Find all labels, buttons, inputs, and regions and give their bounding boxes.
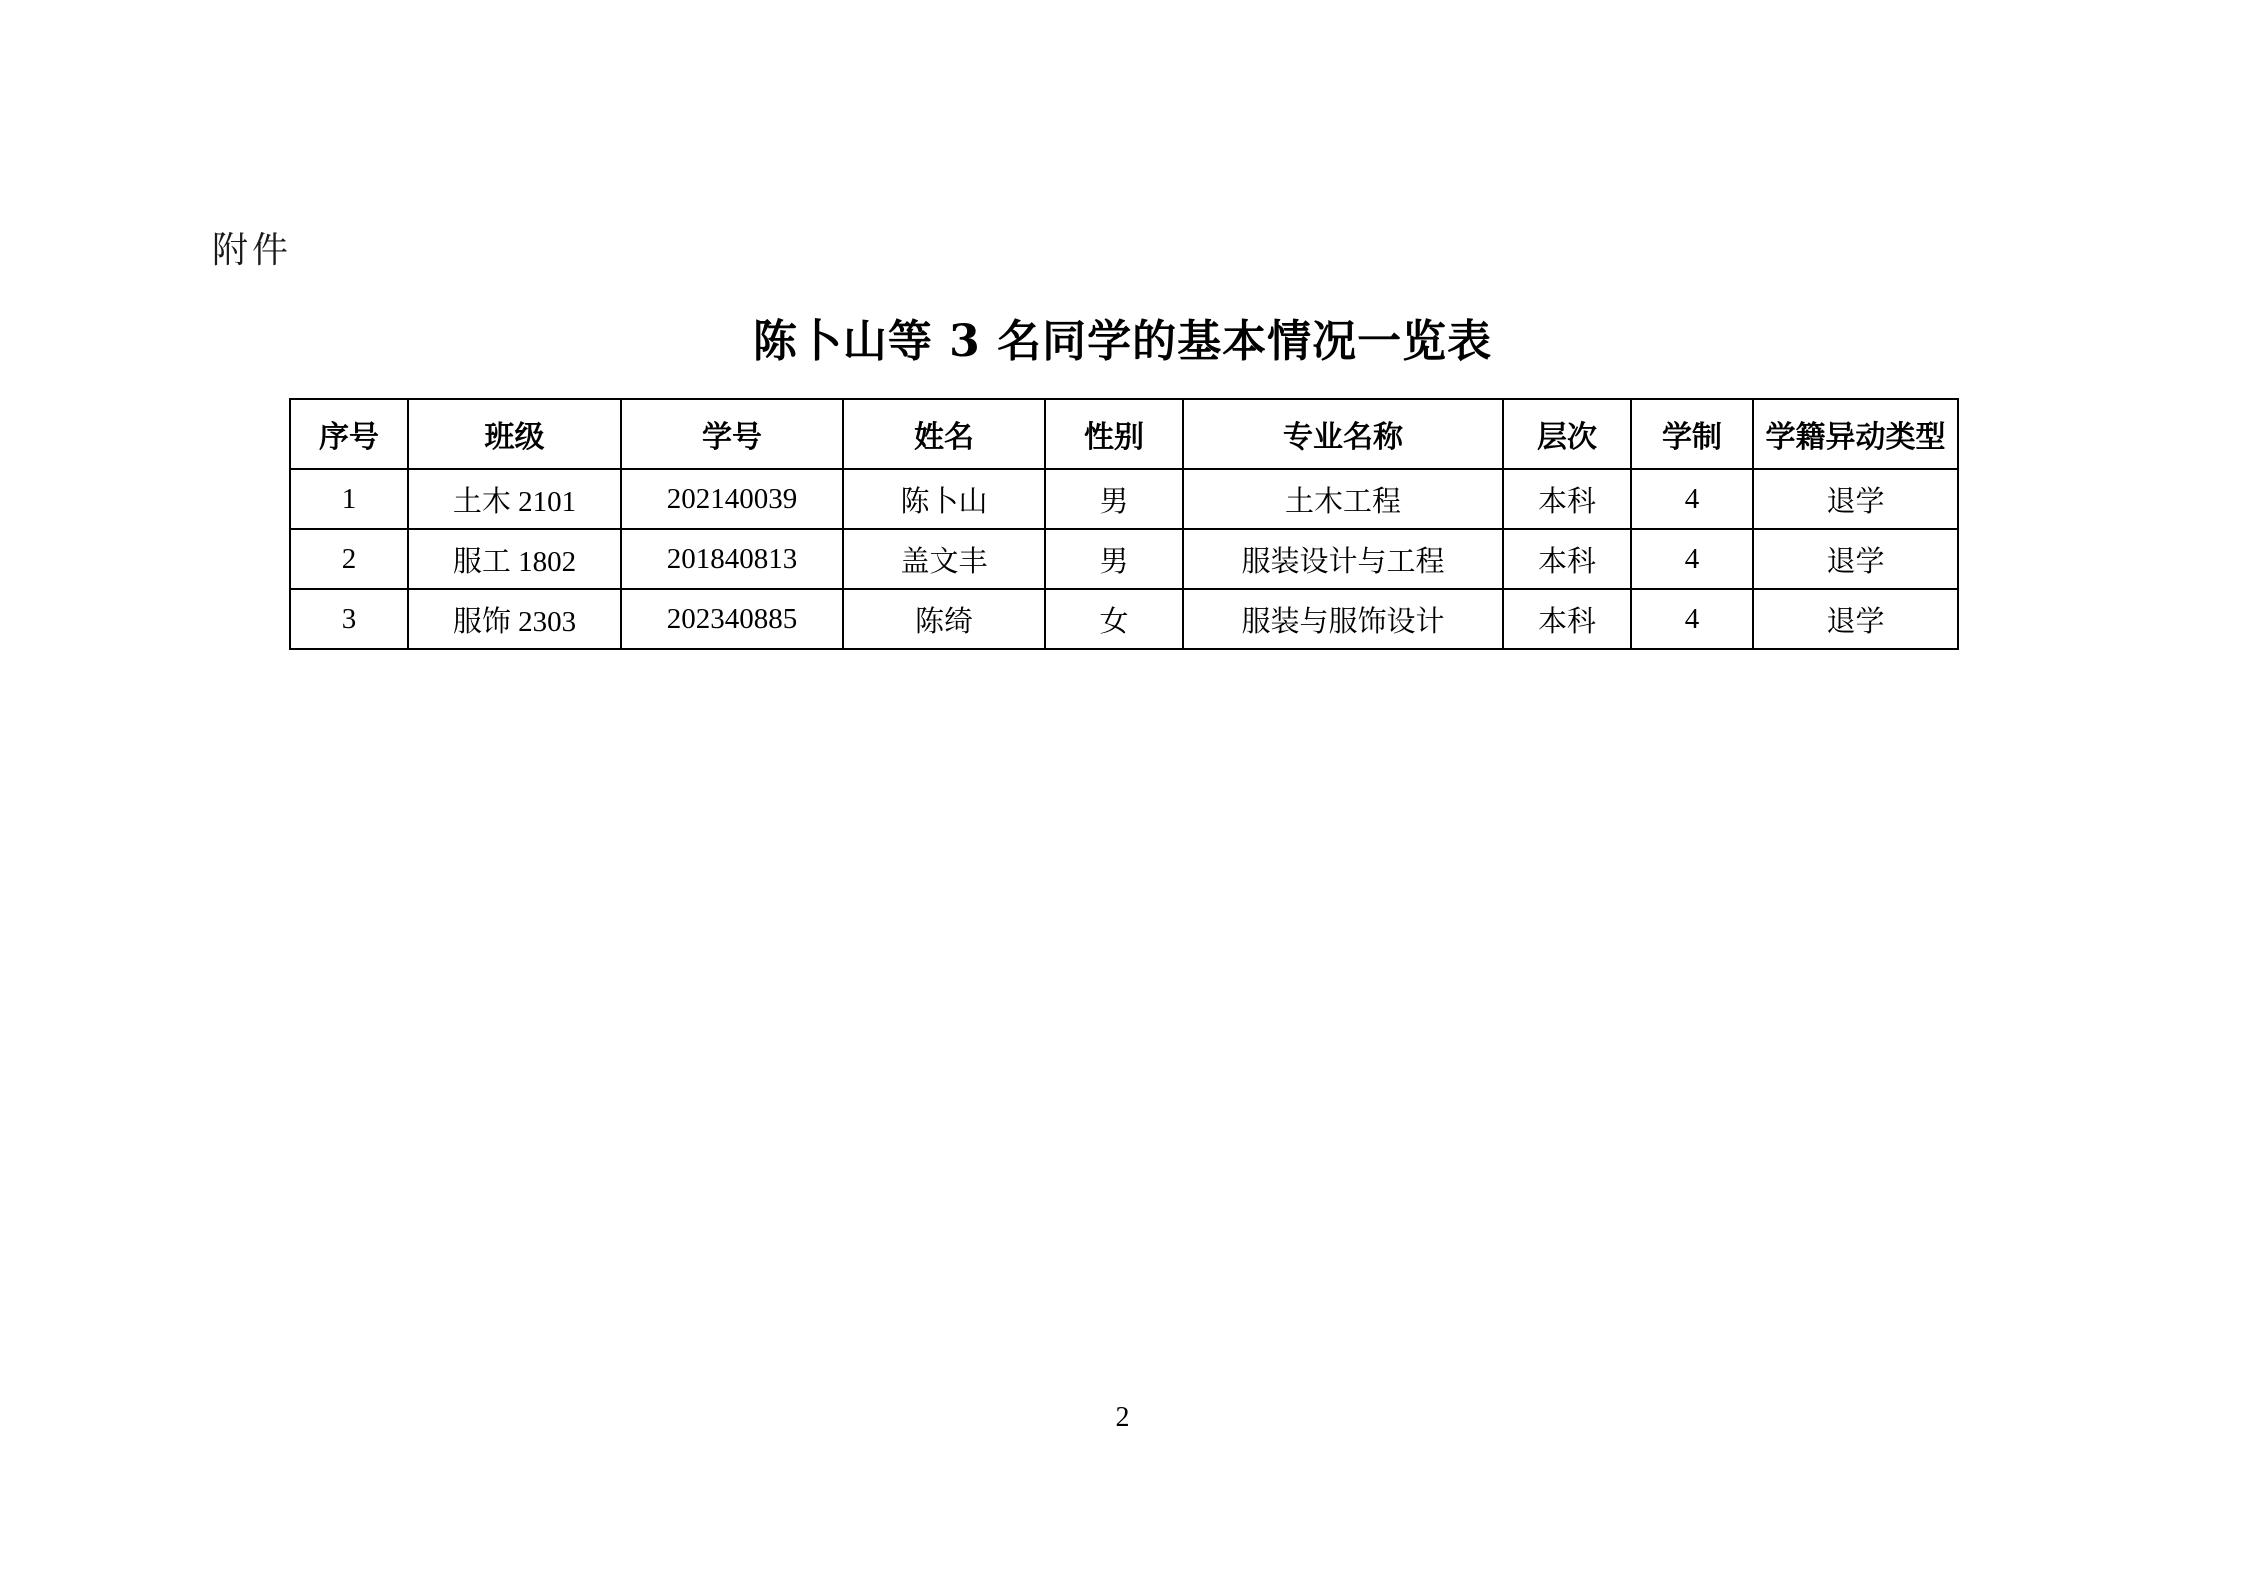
table-header-change-type: 学籍异动类型	[1753, 399, 1958, 469]
cell-gender: 男	[1045, 469, 1183, 529]
cell-class: 服工 1802	[408, 529, 621, 589]
table-header-student-id: 学号	[621, 399, 843, 469]
cell-level: 本科	[1503, 529, 1631, 589]
cell-major: 服装设计与工程	[1183, 529, 1503, 589]
table-header-duration: 学制	[1631, 399, 1753, 469]
cell-student-id: 202340885	[621, 589, 843, 649]
cell-index: 3	[290, 589, 408, 649]
cell-level: 本科	[1503, 589, 1631, 649]
table-header-name: 姓名	[843, 399, 1045, 469]
cell-class: 服饰 2303	[408, 589, 621, 649]
student-info-table	[289, 398, 1959, 650]
cell-level: 本科	[1503, 469, 1631, 529]
cell-duration: 4	[1631, 529, 1753, 589]
table-header-class: 班级	[408, 399, 621, 469]
cell-change-type: 退学	[1753, 469, 1958, 529]
cell-change-type: 退学	[1753, 529, 1958, 589]
cell-index: 2	[290, 529, 408, 589]
cell-name: 陈卜山	[843, 469, 1045, 529]
cell-gender: 女	[1045, 589, 1183, 649]
table-header-index: 序号	[290, 399, 408, 469]
cell-major: 土木工程	[1183, 469, 1503, 529]
cell-name: 盖文丰	[843, 529, 1045, 589]
cell-change-type: 退学	[1753, 589, 1958, 649]
cell-class: 土木 2101	[408, 469, 621, 529]
student-table-container	[289, 398, 1957, 650]
table-header-row	[290, 399, 1958, 469]
cell-student-id: 201840813	[621, 529, 843, 589]
cell-major: 服装与服饰设计	[1183, 589, 1503, 649]
cell-duration: 4	[1631, 589, 1753, 649]
page-number: 2	[1115, 1402, 1130, 1433]
cell-index: 1	[290, 469, 408, 529]
cell-student-id: 202140039	[621, 469, 843, 529]
table-row	[290, 529, 1958, 589]
table-row	[290, 589, 1958, 649]
table-header-level: 层次	[1503, 399, 1631, 469]
attachment-label: 附件	[212, 230, 293, 271]
table-row	[290, 469, 1958, 529]
cell-name: 陈绮	[843, 589, 1045, 649]
cell-duration: 4	[1631, 469, 1753, 529]
table-header-gender: 性别	[1045, 399, 1183, 469]
cell-gender: 男	[1045, 529, 1183, 589]
table-header-major: 专业名称	[1183, 399, 1503, 469]
page-title: 陈卜山等 3 名同学的基本情况一览表	[752, 316, 1493, 367]
